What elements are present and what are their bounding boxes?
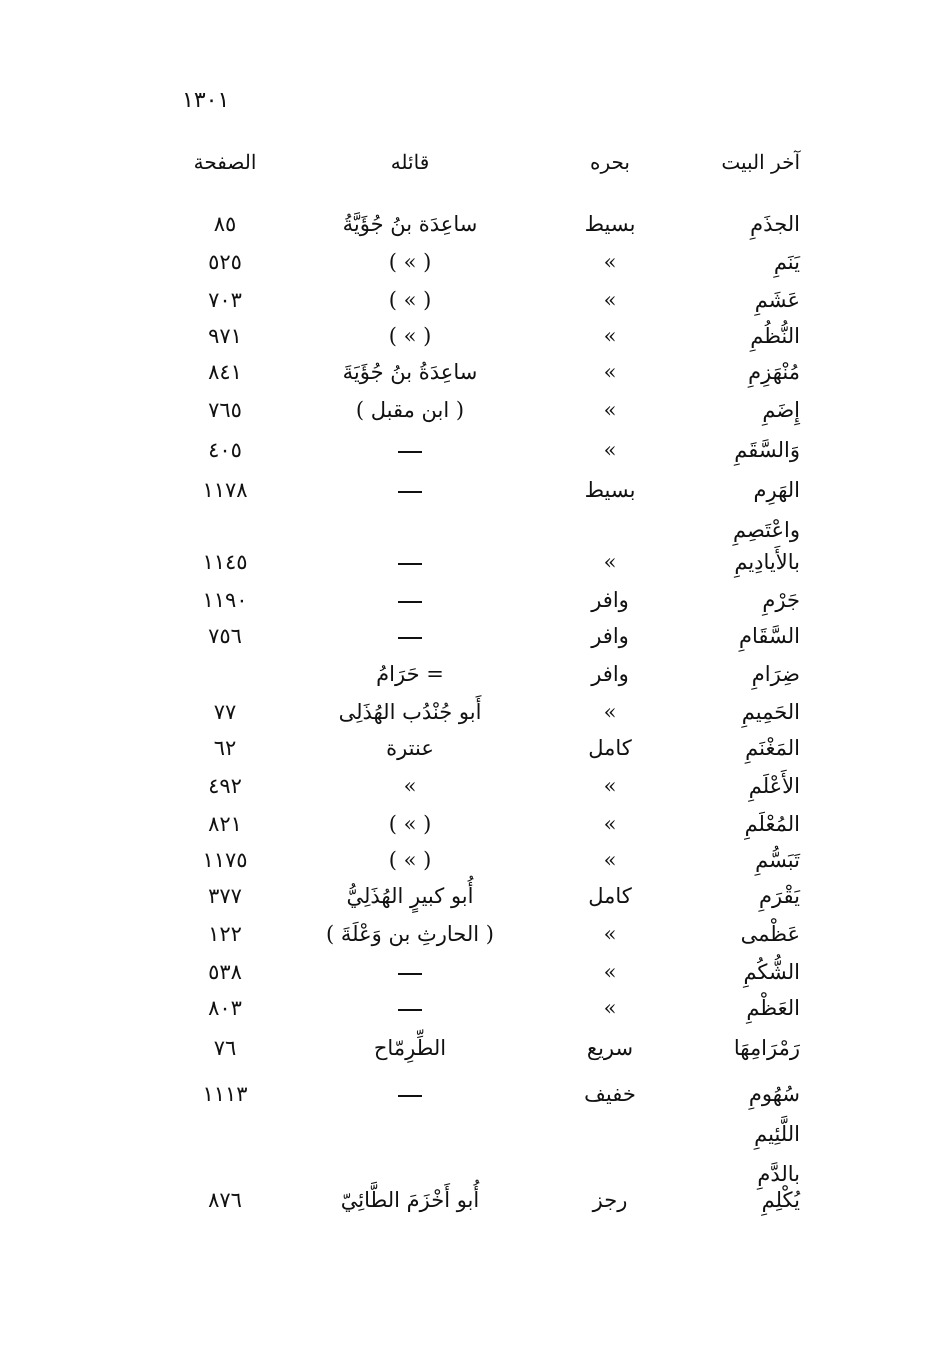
poet-cell	[300, 622, 520, 650]
poet-cell: أُبو أَخْزَمَ الطَّائِيّ	[340, 1188, 480, 1212]
poet-cell: ( الحارثِ بن وَعْلَةَ )	[326, 922, 494, 946]
rhyme-cell: يَنَمِ	[773, 250, 800, 274]
page-cell: ١١٧٥	[202, 848, 248, 872]
meter-cell: وافر	[591, 624, 629, 648]
rhyme-cell: رَمْرَامِهَا	[733, 1036, 800, 1060]
poet-cell: أُبو كبيرٍ الهُذَلِيُّ	[346, 884, 474, 908]
poet-cell: عنترة	[386, 736, 434, 760]
page-number: ١٣٠١	[182, 88, 230, 113]
page-cell: ٥٢٥	[208, 250, 242, 274]
rhyme-cell: العَظْمِ	[746, 996, 800, 1020]
rhyme-cell: المَغْنَمِ	[745, 736, 800, 760]
meter-cell: »	[603, 848, 617, 872]
dash-mark	[398, 601, 422, 603]
rhyme-cell: سُهُومِ	[748, 1082, 800, 1106]
meter-cell: وافر	[591, 662, 629, 686]
poet-cell: أَبو جُنْدُب الهُذَلِى	[338, 700, 482, 724]
meter-cell: »	[603, 774, 617, 798]
rhyme-cell: وَالسَّقَمِ	[734, 438, 800, 462]
poet-cell: ساعِدَةُ بنُ جُؤَيَةَ	[342, 360, 478, 384]
poet-cell	[300, 548, 520, 576]
poet-cell: »	[403, 774, 417, 798]
rhyme-cell: الأَعْلَمِ	[748, 774, 800, 798]
meter-cell: رجز	[592, 1188, 628, 1212]
dash-mark	[398, 563, 422, 565]
page-cell: ١١٤٥	[202, 550, 248, 574]
poet-cell	[300, 994, 520, 1022]
poet-cell	[300, 958, 520, 986]
poet-cell	[300, 436, 520, 464]
rhyme-cell: مُنْهَزِمِ	[748, 360, 800, 384]
page-cell: ٧٦	[213, 1036, 237, 1060]
dash-mark	[398, 491, 422, 493]
page-cell: ١١٧٨	[202, 478, 248, 502]
meter-cell: »	[603, 922, 617, 946]
meter-cell: »	[603, 438, 617, 462]
meter-cell: »	[603, 288, 617, 312]
rhyme-cell: السَّقَامِ	[739, 624, 800, 648]
rhyme-cell: الجذَمِ	[750, 212, 800, 236]
rhyme-cell: عَشَمِ	[754, 288, 800, 312]
meter-cell: بسيط	[584, 212, 636, 236]
rhyme-cell: يَقْرَمِ	[758, 884, 800, 908]
rhyme-cell: الحَمِيمِ	[741, 700, 800, 724]
meter-cell: »	[603, 250, 617, 274]
poet-cell: ( » )	[388, 324, 432, 348]
poet-cell: ( » )	[388, 288, 432, 312]
header-meter: بحره	[590, 150, 630, 174]
poet-cell: الطِّرِمّاح	[373, 1036, 447, 1060]
rhyme-continuation: بالدَّمِ	[757, 1162, 800, 1186]
meter-cell: بسيط	[584, 478, 636, 502]
rhyme-continuation: اللَّئِيمِ	[754, 1122, 800, 1146]
header-poet: قائله	[390, 150, 430, 174]
page-cell: ٨٠٣	[208, 996, 242, 1020]
rhyme-cell: عَظْمى	[740, 922, 800, 946]
poet-cell: ( » )	[388, 250, 432, 274]
rhyme-cell: النُّظُمِ	[750, 324, 800, 348]
rhyme-cell: الشُّكُمِ	[743, 960, 800, 984]
poet-cell: = حَرَامُ	[376, 662, 444, 686]
page-cell: ٨٥	[213, 212, 237, 236]
page-cell: ٧٥٦	[208, 624, 242, 648]
poet-cell: ( ابن مقبل )	[355, 398, 465, 422]
page-cell: ٣٧٧	[208, 884, 242, 908]
dash-mark	[398, 637, 422, 639]
meter-cell: »	[603, 398, 617, 422]
page-cell: ٨٤١	[208, 360, 242, 384]
dash-mark	[398, 451, 422, 453]
meter-cell: »	[603, 812, 617, 836]
rhyme-cell: جَرْمِ	[762, 588, 800, 612]
dash-mark	[398, 1095, 422, 1097]
meter-cell: »	[603, 996, 617, 1020]
header-rhyme: آخر البيت	[721, 150, 800, 174]
poet-cell: ساعِدَة بنُ جُؤَيَّةُ	[342, 212, 478, 236]
meter-cell: »	[603, 324, 617, 348]
meter-cell: »	[603, 360, 617, 384]
meter-cell: خفيف	[584, 1082, 636, 1106]
meter-cell: وافر	[591, 588, 629, 612]
poet-cell: ( » )	[388, 812, 432, 836]
rhyme-cell: يُكْلِمِ	[761, 1188, 800, 1212]
page-cell: ١١١٣	[202, 1082, 248, 1106]
poet-cell	[300, 586, 520, 614]
page-cell: ٧٠٣	[208, 288, 242, 312]
rhyme-cell: تَبَسُّمِ	[755, 848, 800, 872]
rhyme-cell: إِضَمِ	[762, 398, 800, 422]
page-cell: ١١٩٠	[202, 588, 248, 612]
page-cell: ٨٧٦	[208, 1188, 242, 1212]
page-cell: ٤٩٢	[208, 774, 242, 798]
poet-cell	[300, 1080, 520, 1108]
page-cell: ٨٢١	[208, 812, 242, 836]
page-cell: ٧٧	[213, 700, 237, 724]
rhyme-continuation: واعْتَصِمِ	[732, 518, 800, 542]
page-cell: ٦٢	[213, 736, 237, 760]
page-cell: ٧٦٥	[208, 398, 242, 422]
meter-cell: »	[603, 550, 617, 574]
meter-cell: كامل	[588, 884, 632, 908]
poet-cell	[300, 476, 520, 504]
page-cell: ٩٧١	[208, 324, 242, 348]
poet-cell: ( » )	[388, 848, 432, 872]
rhyme-cell: ضِرَامِ	[751, 662, 800, 686]
header-page: الصفحة	[193, 150, 257, 174]
dash-mark	[398, 973, 422, 975]
rhyme-cell: الهَرِم	[753, 478, 800, 502]
meter-cell: »	[603, 960, 617, 984]
dash-mark	[398, 1009, 422, 1011]
meter-cell: »	[603, 700, 617, 724]
page-cell: ٥٣٨	[208, 960, 242, 984]
rhyme-cell: بالأَيادِيمِ	[734, 550, 800, 574]
page-cell: ١٢٢	[208, 922, 242, 946]
rhyme-cell: المُعْلَمِ	[744, 812, 800, 836]
page-cell: ٤٠٥	[208, 438, 242, 462]
meter-cell: سريع	[586, 1036, 634, 1060]
meter-cell: كامل	[588, 736, 632, 760]
